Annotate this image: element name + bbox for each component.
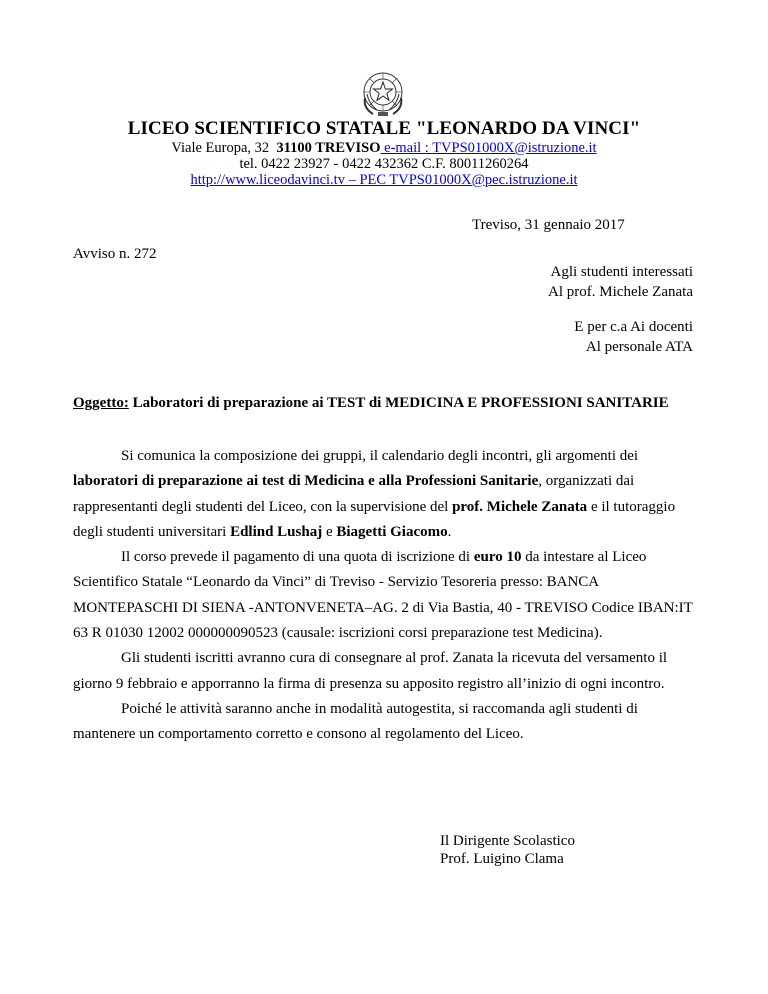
text-span: Si comunica la composizione dei gruppi, il calendario degli incontri, gli argomenti dei	[121, 448, 639, 464]
bold-span: Biagetti Giacomo	[336, 523, 448, 540]
paragraph-intro	[73, 444, 693, 545]
text-span: e	[322, 523, 337, 540]
document-date: Treviso, 31 gennaio 2017	[472, 217, 625, 233]
phone-line: tel. 0422 23927 - 0422 432362 C.F. 80011260264	[239, 156, 529, 172]
bold-span: Edlind Lushaj	[230, 523, 323, 540]
text-span: .	[447, 523, 452, 540]
bold-span: euro 10	[473, 549, 522, 566]
subject-text: Laboratori di preparazione ai TEST di MEDICINA E PROFESSIONI SANITARIE	[128, 395, 669, 411]
subject-label: Oggetto:	[73, 395, 129, 411]
signature-block	[440, 832, 575, 868]
paragraph-receipt: Gli studenti iscritti avranno cura di consegnare al prof. Zanata la ricevuta del versamento il giorno 9 febbraio e apporranno la firma di presenza su apposito registro all’inizio di ogni incontro.	[73, 650, 668, 692]
cc-teachers: E per c.a Ai docenti	[574, 319, 693, 335]
recipient-students: Agli studenti interessati	[550, 264, 693, 280]
signature-name: Prof. Luigino Clama	[440, 851, 564, 867]
recipients-block	[548, 262, 693, 302]
address: Viale Europa, 32	[171, 140, 270, 156]
school-name: LICEO SCIENTIFICO STATALE "LEONARDO DA VINCI"	[127, 118, 641, 139]
cc-ata-staff: Al personale ATA	[585, 339, 693, 355]
email-link[interactable]: e-mail : TVPS01000X@istruzione.it	[380, 140, 597, 156]
paragraph-behavior: Poiché le attività saranno anche in modalità autogestita, si raccomanda agli studenti di mantenere un comportamento corretto e consono al regolamento del Liceo.	[73, 700, 638, 743]
paragraph-fee	[73, 545, 693, 646]
text-span: da intestare al Liceo Scientifico Statale “Leonardo da Vinci” di Treviso - Servizio Tesoreria presso: BANCA MONTEPASCHI DI SIENA -ANTONVENETA–AG. 2 di Via Bastia, 40 - TREVISO Codice IBAN:IT 63 R 01030 12002 000000090523 (causale: iscrizioni corsi preparazione test Medicina).	[73, 549, 693, 642]
italian-republic-emblem-icon	[359, 68, 407, 118]
city: 31100 TREVISO	[276, 140, 381, 156]
signature-role: Il Dirigente Scolastico	[440, 833, 575, 849]
text-span: e il tutoraggio degli studenti universitari	[73, 498, 676, 540]
text-span: Il corso prevede il pagamento di una quota di iscrizione di	[121, 549, 474, 566]
website-pec-link[interactable]: http://www.liceodavinci.tv – PEC TVPS01000X@pec.istruzione.it	[190, 172, 578, 188]
letter-body	[73, 444, 693, 748]
subject-line	[73, 395, 669, 412]
bold-span: prof. Michele Zanata	[452, 498, 588, 515]
bold-span: laboratori di preparazione ai test di Medicina e alla Professioni Sanitarie	[73, 473, 539, 490]
website-pec-line	[0, 172, 768, 189]
recipient-professor: Al prof. Michele Zanata	[548, 284, 693, 300]
cc-block	[574, 317, 693, 357]
notice-number: Avviso n. 272	[73, 246, 157, 262]
text-span: , organizzati dai rappresentanti degli studenti del Liceo, con la supervisione del	[73, 473, 635, 515]
address-line	[0, 140, 768, 157]
